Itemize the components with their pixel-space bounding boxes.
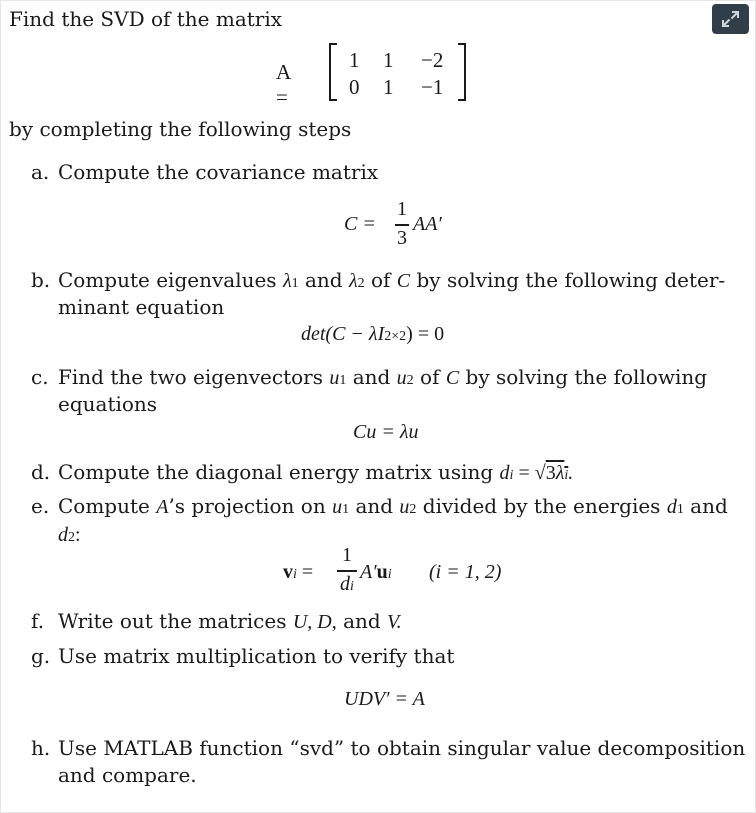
expand-button[interactable] [712, 4, 749, 34]
matrix-cell: −1 [421, 75, 444, 99]
cov-rhs: AA′ [413, 213, 442, 235]
step-h-line2: and compare. [58, 763, 197, 787]
step-b-tail: by solving the following deter- [416, 268, 726, 292]
matrix-cell: 0 [349, 75, 360, 99]
step-h-marker: h. [31, 736, 51, 760]
det-equation: det(C − λI2×2) = 0 [301, 323, 445, 345]
step-b-marker: b. [31, 268, 51, 292]
matrix-cell: 1 [349, 48, 360, 72]
step-f-line: Write out the matrices U, D, and V. [58, 609, 402, 633]
verify-equation: UDV′ = A [344, 688, 425, 710]
eig-equation: Cu = λu [353, 421, 419, 443]
step-e-line2: d2: [58, 524, 81, 546]
step-g-text: Use matrix multiplication to verify that [58, 644, 455, 668]
cov-fraction-bar [395, 224, 409, 226]
matrix-cell: 1 [383, 75, 394, 99]
lambda2: λ2 [348, 270, 365, 292]
step-b-line2: minant equation [58, 295, 225, 319]
step-a-marker: a. [31, 160, 50, 184]
steps-intro: by completing the following steps [9, 117, 352, 141]
step-c-line1: Find the two eigenvectors u1 and u2 of C by solving the following [58, 365, 708, 389]
expand-arrows-icon [721, 10, 740, 28]
step-b-line1 [58, 268, 725, 296]
step-b-of: of [370, 268, 391, 292]
step-c-line2: equations [58, 392, 158, 416]
step-e-marker: e. [31, 494, 50, 518]
matrix-left-bracket [329, 43, 337, 101]
c-symbol: C [396, 270, 411, 292]
cov-den: 3 [397, 227, 407, 249]
step-b-and: and [304, 268, 343, 292]
intro-text: Find the SVD of the matrix [9, 7, 283, 31]
step-d-marker: d. [31, 460, 51, 484]
step-b-pre: Compute eigenvalues [58, 268, 277, 292]
matrix-label: A = [276, 60, 291, 109]
step-g-marker: g. [31, 644, 51, 668]
step-a-text: Compute the covariance matrix [58, 160, 379, 184]
problem-card: Find the SVD of the matrix A = 1 1 −2 0 1 −1 by completing the following steps a. Compute the covariance matrix C = 1 3 AA′ b. Compute eigenvalues λ1 and λ2 of C by solving the following deter- minant equation det(C − λI2×2) = 0 c. Find the two eigenvectors u1 and u2 of C by solving the following equations Cu = λu d. Compute the diagonal energy matrix using di = √3λi. e. Compute A’s projection on u1 and u2 divided by the energies d1 and d2: vi = 1 di A′ui (i = 1, 2) f. Write out the matrices U, D, and V. g. Use matrix multiplication to verify that UDV′ = A h. Use MATLAB function “svd” to obtain singular value decomposition and compare. [0, 0, 756, 813]
step-f-marker: f. [31, 609, 45, 633]
step-c-marker: c. [31, 365, 49, 389]
lambda1: λ1 [282, 270, 299, 292]
matrix-right-bracket [458, 43, 466, 101]
step-e-line1: Compute A’s projection on u1 and u2 divided by the energies d1 and [58, 494, 728, 518]
matrix-cell: 1 [383, 48, 394, 72]
cov-lhs: C = [344, 213, 376, 235]
step-h-line1: Use MATLAB function “svd” to obtain singular value decomposition [58, 736, 746, 760]
step-d-line: Compute the diagonal energy matrix using di = √3λi. [58, 460, 574, 484]
cov-num: 1 [397, 198, 407, 220]
matrix-cell: −2 [421, 48, 444, 72]
